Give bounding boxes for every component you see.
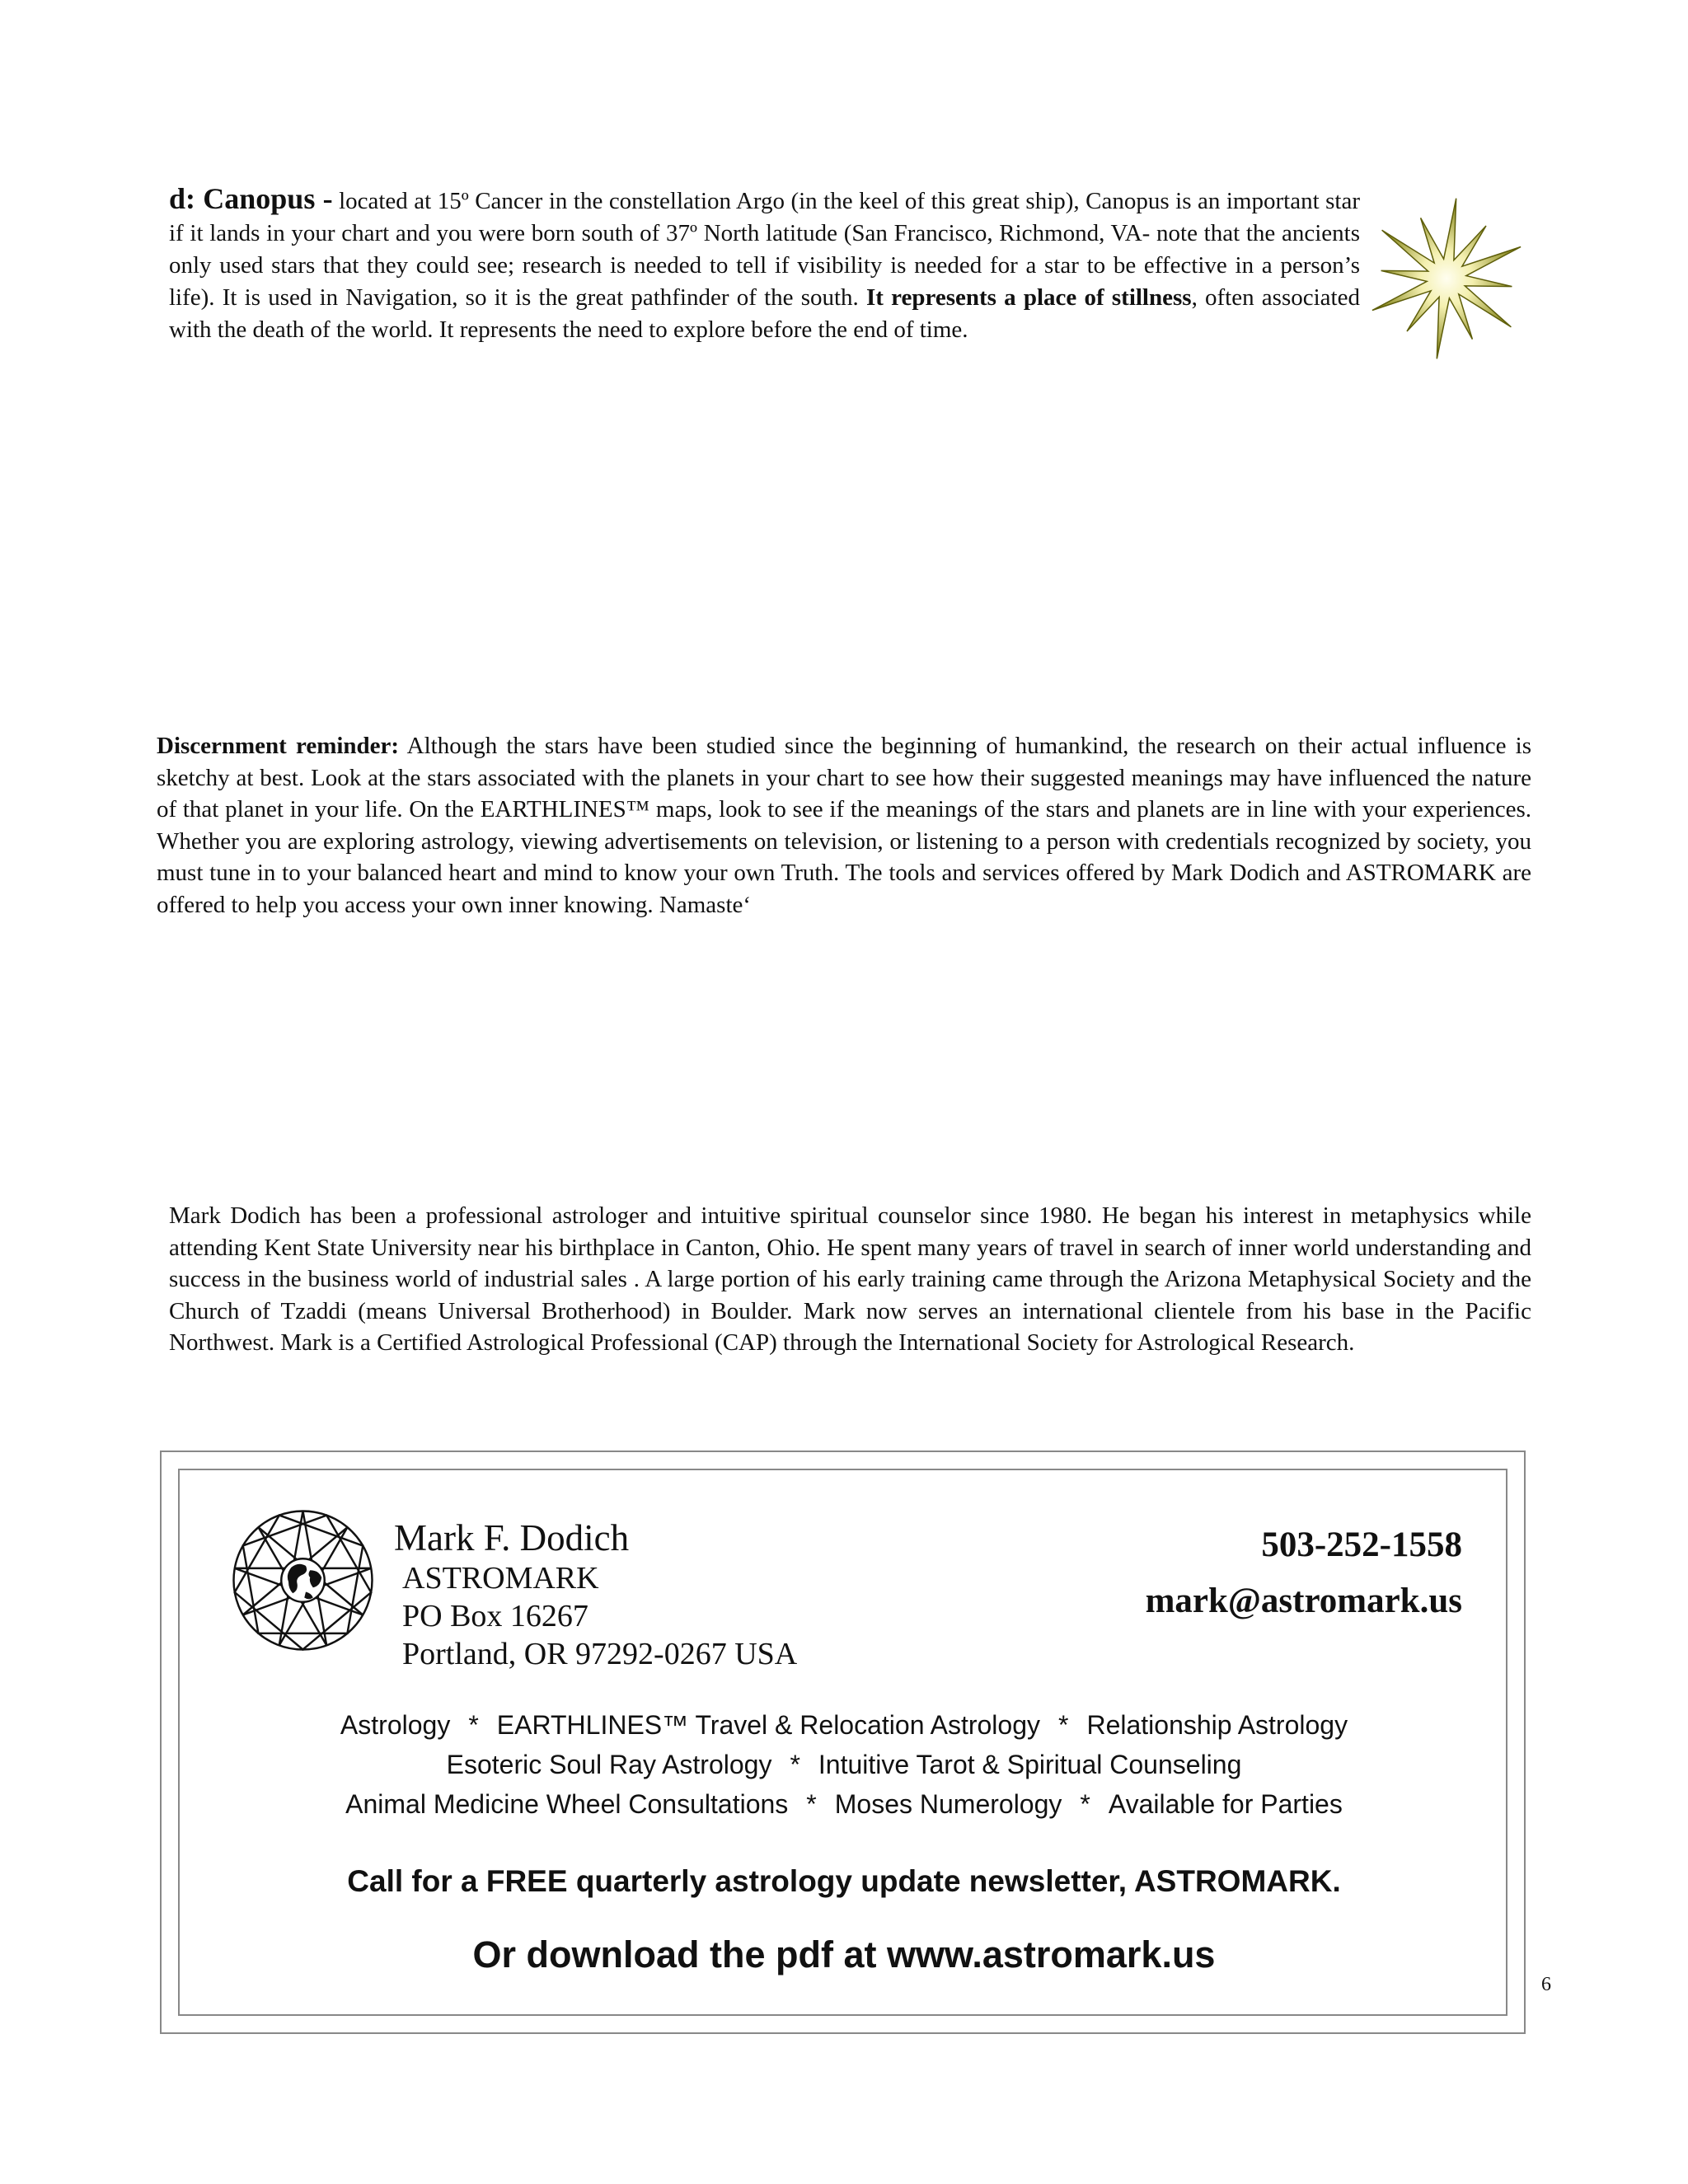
service-separator: * [790, 1750, 800, 1779]
canopus-bold-phrase: It represents a place of stillness [866, 284, 1192, 311]
discernment-paragraph [157, 730, 1531, 921]
discernment-heading: Discernment reminder: [157, 733, 400, 759]
bio-paragraph: Mark Dodich has been a professional astrologer and intuitive spiritual counselor since 1980. He began his interest in metaphysics while attending Kent State University near his birthplace in Canton, Ohio. He spent many years of travel in search of inner world understanding and success in the business world of industrial sales . A large portion of his early training came through the Arizona Metaphysical Society and the Church of Tzaddi (means Universal Brotherhood) in Boulder. Mark now serves an international clientele from his base in the Pacific Northwest. Mark is a Certified Astrological Professional (CAP) through the International Society for Astrological Research. [169, 1202, 1531, 1356]
canopus-text-1: located at 15º Cancer in the constellation Argo (in the keel of this great ship), Canopus is an important star if it lands in your chart and you were born south of 37º North latitude (San Francisco, Richmond, VA- note that the ancients only used stars that they could see; research is needed to tell if visibility is needed for a star to be effective in a person’s life). It is used in Navigation, so it is the great pathfinder of the south. [169, 188, 1360, 311]
card-po-box: PO Box 16267 [402, 1599, 588, 1633]
service-separator: * [1080, 1789, 1090, 1819]
service-separator: * [468, 1710, 479, 1740]
service-numerology: Moses Numerology [834, 1789, 1062, 1819]
service-astrology: Astrology [340, 1710, 451, 1740]
service-separator: * [806, 1789, 817, 1819]
services-line-3 [176, 1789, 1512, 1820]
card-city: Portland, OR 97292-0267 USA [402, 1637, 798, 1671]
card-company: ASTROMARK [402, 1561, 599, 1596]
download-cta: Or download the pdf at www.astromark.us [472, 1933, 1216, 1975]
service-tarot: Intuitive Tarot & Spiritual Counseling [818, 1750, 1242, 1779]
canopus-paragraph [169, 183, 1360, 346]
service-earthlines: EARTHLINES™ Travel & Relocation Astrology [496, 1710, 1040, 1740]
page-number: 6 [1541, 1974, 1551, 1995]
card-name: Mark F. Dodich [394, 1517, 630, 1558]
card-email: mark@astromark.us [1145, 1582, 1462, 1620]
service-esoteric: Esoteric Soul Ray Astrology [446, 1750, 772, 1779]
newsletter-cta: Call for a FREE quarterly astrology update newsletter, ASTROMARK. [347, 1864, 1341, 1898]
services-line-1 [176, 1710, 1512, 1741]
canopus-text-2: , often associated with the death of the world. It represents the need to explore before the end of time. [169, 284, 1360, 343]
starburst-icon [1364, 196, 1529, 361]
canopus-heading: d: Canopus - [169, 182, 333, 215]
astromark-globe-logo-icon [231, 1508, 375, 1652]
service-medicine-wheel: Animal Medicine Wheel Consultations [345, 1789, 789, 1819]
service-parties: Available for Parties [1108, 1789, 1343, 1819]
card-phone: 503-252-1558 [1261, 1526, 1462, 1564]
service-relationship: Relationship Astrology [1086, 1710, 1348, 1740]
service-separator: * [1058, 1710, 1069, 1740]
services-line-2 [176, 1750, 1512, 1780]
discernment-text: Although the stars have been studied since the beginning of humankind, the research on their actual influence is sketchy at best. Look at the stars associated with the planets in your chart to see how their suggested meanings may have influenced the nature of that planet in your life. On the EARTHLINES™ maps, look to see if the meanings of the stars and planets are in line with your experiences. Whether you are exploring astrology, viewing advertisements on television, or listening to a person with credentials recognized by society, you must tune in to your balanced heart and mind to know your own Truth. The tools and services offered by Mark Dodich and ASTROMARK are offered to help you access your own inner knowing. Namaste‘ [157, 733, 1532, 918]
